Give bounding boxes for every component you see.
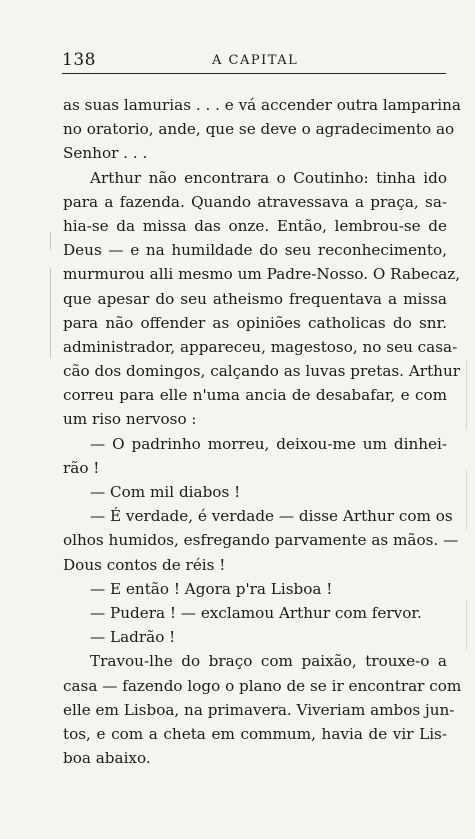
text-line: Travou-lhe do braço com paixão, trouxe-o a <box>90 652 447 671</box>
text-line: para a fazenda. Quando atravessava a praça, sa- <box>63 192 447 211</box>
text-line: — É verdade, é verdade — disse Arthur com os <box>90 507 453 526</box>
text-line: cão dos domingos, calçando as luvas pretas. Arthur <box>63 362 460 381</box>
text-line: Senhor . . . <box>63 144 148 163</box>
edge-mark <box>466 600 467 650</box>
text-line: boa abaixo. <box>63 749 151 768</box>
margin-mark <box>50 232 51 250</box>
text-line: Arthur não encontrara o Coutinho: tinha ido <box>90 168 447 187</box>
text-line: para não offender as opiniões catholicas do snr. <box>63 313 447 332</box>
header-rule <box>62 73 446 74</box>
running-title: A CAPITAL <box>212 53 299 68</box>
text-line: Dous contos de réis ! <box>63 555 226 574</box>
text-line: olhos humidos, esfregando parvamente as mãos. — <box>63 531 459 550</box>
text-line: rão ! <box>63 458 100 477</box>
text-line: — Ladrão ! <box>90 628 176 647</box>
text-line: — O padrinho morreu, deixou-me um dinhei- <box>90 434 447 453</box>
text-line: que apesar do seu atheismo frequentava a missa <box>63 289 447 308</box>
edge-mark <box>466 360 467 430</box>
text-line: — E então ! Agora p'ra Lisboa ! <box>90 579 333 598</box>
edge-mark <box>466 470 467 530</box>
text-line: administrador, appareceu, magestoso, no seu casa- <box>63 337 458 356</box>
text-line: no oratorio, ande, que se deve o agradecimento ao <box>63 120 455 139</box>
text-line: hia-se da missa das onze. Então, lembrou-se de <box>63 216 447 235</box>
margin-mark <box>50 268 51 358</box>
text-line: correu para elle n'uma ancia de desabafar, e com <box>63 386 447 405</box>
text-line: Deus — e na humildade do seu reconhecimento, <box>63 241 447 260</box>
text-line: elle em Lisboa, na primavera. Viveriam ambos jun- <box>63 700 455 719</box>
text-line: as suas lamurias . . . e vá accender outra lamparina <box>63 96 461 114</box>
body-text <box>63 93 462 770</box>
text-line: murmurou alli mesmo um Padre-Nosso. O Rabecaz, <box>63 265 461 284</box>
text-line: tos, e com a cheta em commum, havia de vir Lis- <box>63 724 447 743</box>
text-line: — Pudera ! — exclamou Arthur com fervor. <box>90 603 422 622</box>
page-header <box>62 50 446 72</box>
page-number: 138 <box>62 50 96 70</box>
text-line: um riso nervoso : <box>63 410 197 429</box>
text-line: — Com mil diabos ! <box>90 483 241 501</box>
text-line: casa — fazendo logo o plano de se ir encontrar com <box>63 676 462 695</box>
